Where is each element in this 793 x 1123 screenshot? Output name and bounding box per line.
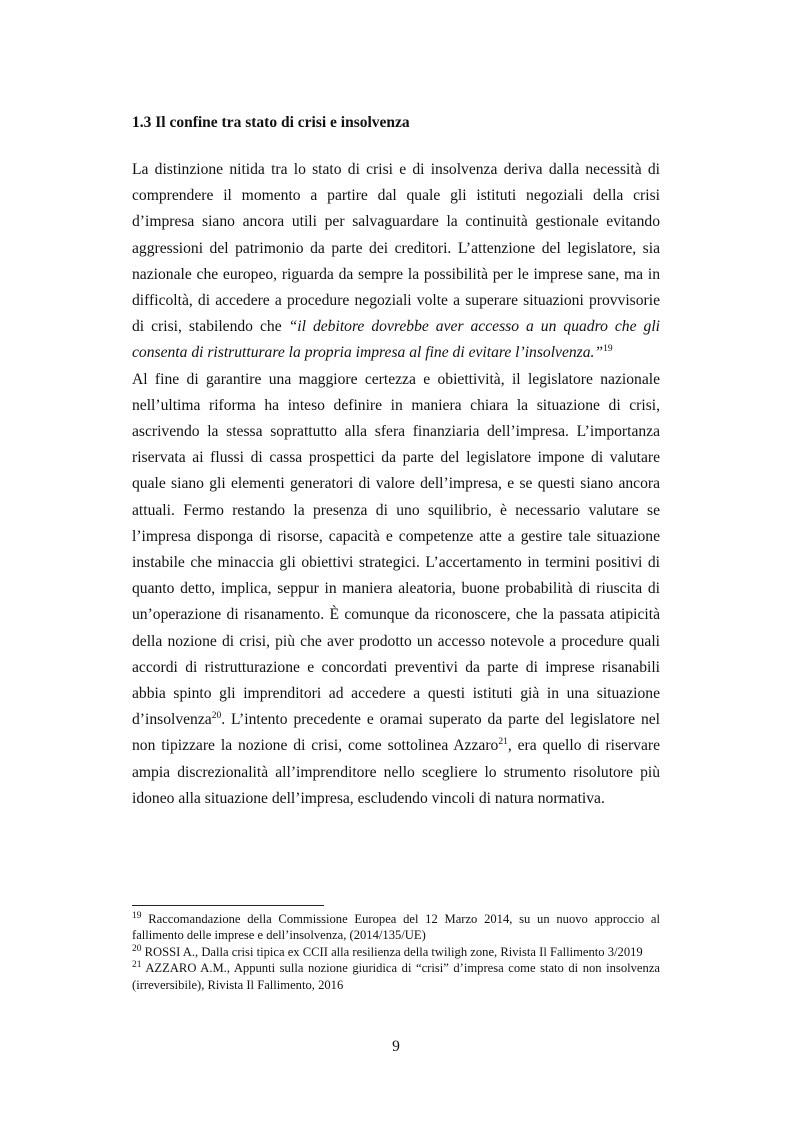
footnote-text: ROSSI A., Dalla crisi tipica ex CCII alla resilienza della twiligh zone, Rivista Il Fallimento 3/2019 [141, 944, 643, 959]
footnote-19 [132, 911, 660, 944]
paragraph-2 [132, 367, 660, 812]
paragraph-1 [132, 157, 660, 367]
paragraph-1-text: La distinzione nitida tra lo stato di crisi e di insolvenza deriva dalla necessità di comprendere il momento a partire dal quale gli istituti negoziali della crisi d’impresa siano ancora utili per salvaguardare la continuità gestionale evitando aggressioni del patrimonio da parte dei creditori. L’attenzione del legislatore, sia nazionale che europeo, riguarda da sempre la possibilità per le imprese sane, ma in difficoltà, di accedere a procedure negoziali volte a superare situazioni provvisorie di crisi, stabilendo che [132, 161, 660, 336]
footnote-ref-20[interactable]: 20 [211, 711, 222, 722]
footnote-number: 20 [132, 943, 142, 954]
paragraph-1-quote: “il debitore dovrebbe aver accesso a un quadro che gli consenta di ristrutturare la propria impresa al fine di evitare l’insolvenza.” [132, 318, 660, 362]
paragraph-2-text-3: , era quello di riservare ampia discrezionalità all’imprenditore nello scegliere lo strumento risolutore più idoneo alla situazione dell’impresa, escludendo vincoli di natura normativa. [132, 737, 660, 807]
footnote-number: 19 [132, 910, 142, 921]
footnote-ref-19[interactable]: 19 [603, 344, 613, 355]
footnote-21 [132, 960, 660, 993]
footnote-text: AZZARO A.M., Appunti sulla nozione giuridica di “crisi” d’impresa come stato di non insolvenza (irreversibile), Rivista Il Fallimento, 2016 [132, 961, 660, 992]
paragraph-2-text-1: Al fine di garantire una maggiore certezza e obiettività, il legislatore nazionale nell’ultima riforma ha inteso definire in maniera chiara la situazione di crisi, ascrivendo la stessa soprattutto alla sfera finanziaria dell’impresa. L’importanza riservata ai flussi di cassa prospettici da parte del legislatore impone di valutare quale siano gli elementi generatori di valore dell’impresa, e se questi siano ancora attuali. Fermo restando la presenza di uno squilibrio, è necessario valutare se l’impresa disponga di risorse, capacità e competenze atte a gestire tale situazione instabile che minaccia gli obiettivi strategici. L’accertamento in termini positivi di quanto detto, implica, seppur in maniera aleatoria, buone probabilità di riuscita di un’operazione di risanamento. È comunque da riconoscere, che la passata atipicità della nozione di crisi, più che aver prodotto un accesso notevole a procedure quali accordi di ristrutturazione e concordati preventivi da parte di imprese risanabili abbia spinto gli imprenditori ad accedere a questi istituti già in una situazione d’insolvenza [132, 370, 660, 729]
page-number: 9 [392, 1038, 400, 1055]
footnote-number: 21 [132, 960, 142, 971]
body-text [132, 157, 660, 812]
footnote-ref-21[interactable]: 21 [498, 737, 508, 748]
section-title: 1.3 Il confine tra stato di crisi e insolvenza [132, 114, 410, 131]
paragraph-2-text-2: . L’intento precedente e oramai superato da parte del legislatore nel non tipizzare la nozione di crisi, come sottolinea Azzaro [132, 711, 660, 755]
footnote-text: Raccomandazione della Commissione Europea del 12 Marzo 2014, su un nuovo approccio al fallimento delle imprese e dell’insolvenza, (2014/135/UE) [132, 912, 660, 943]
footnotes [132, 911, 660, 993]
footnote-separator [132, 905, 324, 906]
document-page [132, 0, 660, 1123]
footnote-20 [132, 944, 660, 960]
